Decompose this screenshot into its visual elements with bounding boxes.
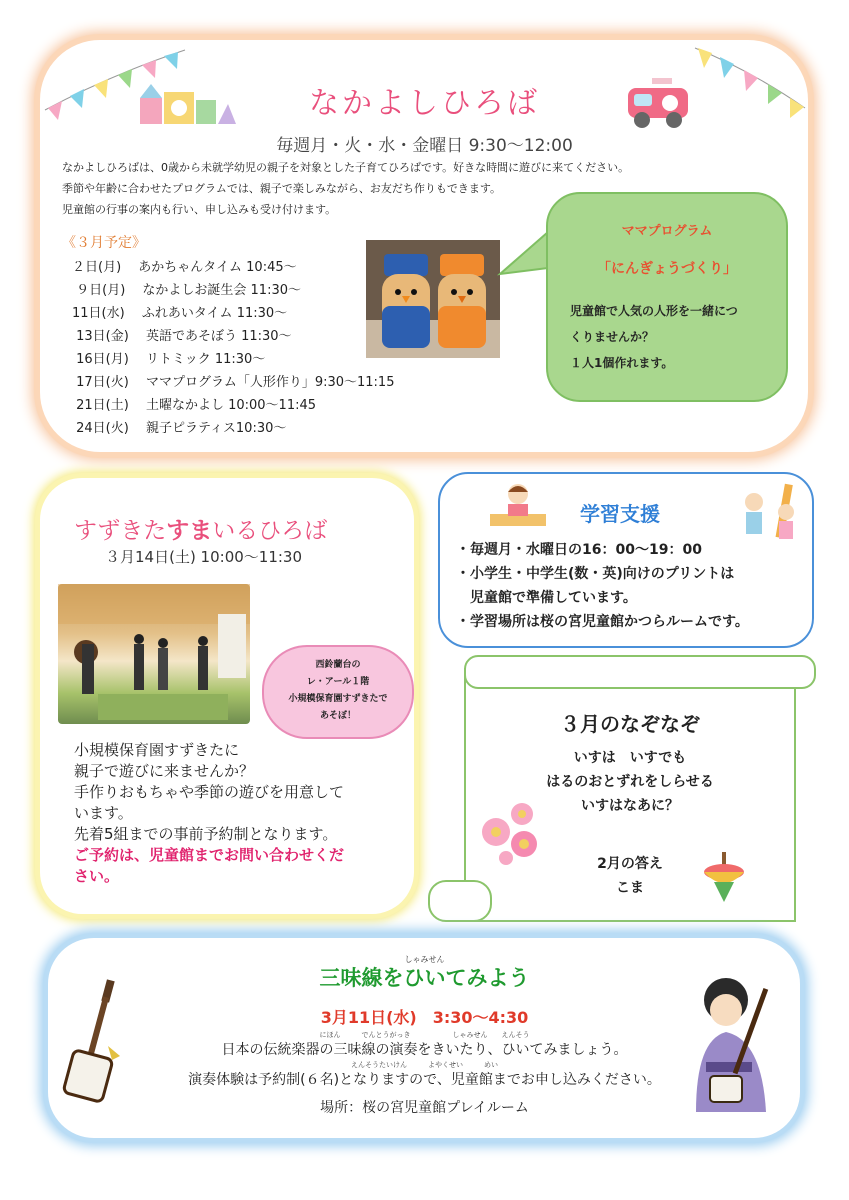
bubble-title: ママプログラム <box>621 224 713 239</box>
location-cloud <box>262 645 414 739</box>
line1-ruby: にほん でんとうがっき しゃみせん えんそう <box>319 1031 530 1039</box>
body-line: ・学習場所は桜の宮児童館かつらルームです。 <box>456 614 749 630</box>
nursery-room-photo <box>58 584 250 724</box>
children-with-pencil-icon <box>736 482 806 546</box>
shamisen-title: 三味線をひいてみよう <box>319 966 530 990</box>
studying-child-icon <box>486 480 550 530</box>
suzukita-body <box>74 740 344 887</box>
cloud-line: 小規模保育園すずきたで <box>288 694 388 704</box>
desc-line: 季節や年齢に合わせたプログラムでは、親子で楽しみながら、お友だち作りもできます。 <box>62 182 502 195</box>
body-line: 児童館で準備しています。 <box>456 590 637 606</box>
schedule-heading: 《３月予定》 <box>62 235 146 251</box>
cloud-text <box>264 647 412 725</box>
cloud-line: レ・アール１階 <box>306 677 370 687</box>
bubble-tail <box>496 228 552 288</box>
answer-label: 2月の答え <box>597 856 663 872</box>
schedule-item: 21日(土) 土曜なかよし 10:00～11:45 <box>72 398 317 413</box>
answer-text: こま <box>616 880 644 896</box>
bubble-text <box>570 298 738 376</box>
title-part: いるひろば <box>212 518 328 544</box>
reservation-note: ご予約は、児童館までお問い合わせくだ <box>74 846 345 864</box>
schedule-item: 13日(金) 英語であそぼう 11:30～ <box>72 329 292 344</box>
schedule-item: 16日(月) リトミック 11:30～ <box>72 352 266 367</box>
riddle-title: ３月のなぞなぞ <box>560 712 700 736</box>
nakayoshi-hours: 毎週月・火・水・金曜日 9:30～12:00 <box>276 136 573 156</box>
study-support-title: 学習支援 <box>580 502 660 526</box>
desc-line: 児童館の行事の案内も行い、申し込みも受け付けます。 <box>62 203 337 216</box>
riddle-line: はるのおとずれをしらせる <box>546 774 714 790</box>
spinning-top-icon <box>700 850 748 906</box>
schedule-item: 17日(火) ママプログラム「人形作り」9:30～11:15 <box>72 375 395 390</box>
suzukita-title <box>74 512 327 545</box>
shamisen-line2: 演奏体験は予約制(６名)となりますので、児童館までお申し込みください。 <box>188 1072 661 1088</box>
study-support-body <box>456 538 749 634</box>
suzukita-date: ３月14日(土) 10:00～11:30 <box>105 548 303 566</box>
title-part: すずきた <box>74 518 167 544</box>
shamisen-time: 3月11日(水) 3:30～4:30 <box>320 1008 529 1027</box>
title-part-bold: すま <box>166 518 213 544</box>
body-line: ・小学生・中学生(数・英)向けのプリントは <box>456 566 735 582</box>
schedule-item: ９日(月) なかよしお誕生会 11:30～ <box>72 283 302 298</box>
riddle-line: いすはなあに？ <box>581 798 679 814</box>
bubble-subtitle: 「にんぎょうづくり」 <box>597 261 737 277</box>
line2-ruby: えんそうたいけん よやくせい めい <box>351 1061 498 1069</box>
body-line: 小規模保育園すずきたに <box>74 741 240 759</box>
cloud-line: あそぼ！ <box>319 711 356 721</box>
body-line: 親子で遊びに来ませんか？ <box>74 762 255 780</box>
people-in-room-illustration <box>58 584 250 724</box>
bubble-line: くりませんか？ <box>570 330 655 344</box>
bubble-line: １人1個作れます。 <box>570 356 674 370</box>
mama-program-bubble <box>546 192 788 402</box>
scroll-top-roll <box>464 655 816 689</box>
nakayoshi-title: なかよしひろば <box>309 86 540 121</box>
bubble-line: 児童館で人気の人形を一緒につ <box>570 304 738 318</box>
riddle-line: いすは いすでも <box>573 750 687 766</box>
desc-line: なかよしひろばは、0歳から未就学幼児の親子を対象とした子育てひろばです。好きな時間に遊びに来てください。 <box>62 161 630 174</box>
shamisen-line1: 日本の伝統楽器の三味線の演奏をきいたり、ひいてみましょう。 <box>221 1042 628 1058</box>
body-line: ・毎週月・水曜日の16：00～19：00 <box>456 542 702 558</box>
handmade-dolls-photo <box>366 240 500 358</box>
schedule-item: 11日(水) ふれあいタイム 11:30～ <box>72 306 288 321</box>
body-line: 手作りおもちゃや季節の遊びを用意して <box>74 783 345 801</box>
shamisen-place: 場所：桜の宮児童館プレイルーム <box>320 1100 529 1116</box>
reservation-note: さい。 <box>74 867 120 885</box>
cloud-line: 西鈴蘭台の <box>315 660 361 670</box>
body-line: います。 <box>74 804 133 822</box>
schedule-item: ２日(月) あかちゃんタイム 10:45～ <box>72 260 297 275</box>
body-line: 先着5組までの事前予約制となります。 <box>74 825 338 843</box>
title-ruby: しゃみせん <box>404 955 445 964</box>
schedule-item: 24日(火) 親子ピラティス10:30～ <box>72 421 287 436</box>
